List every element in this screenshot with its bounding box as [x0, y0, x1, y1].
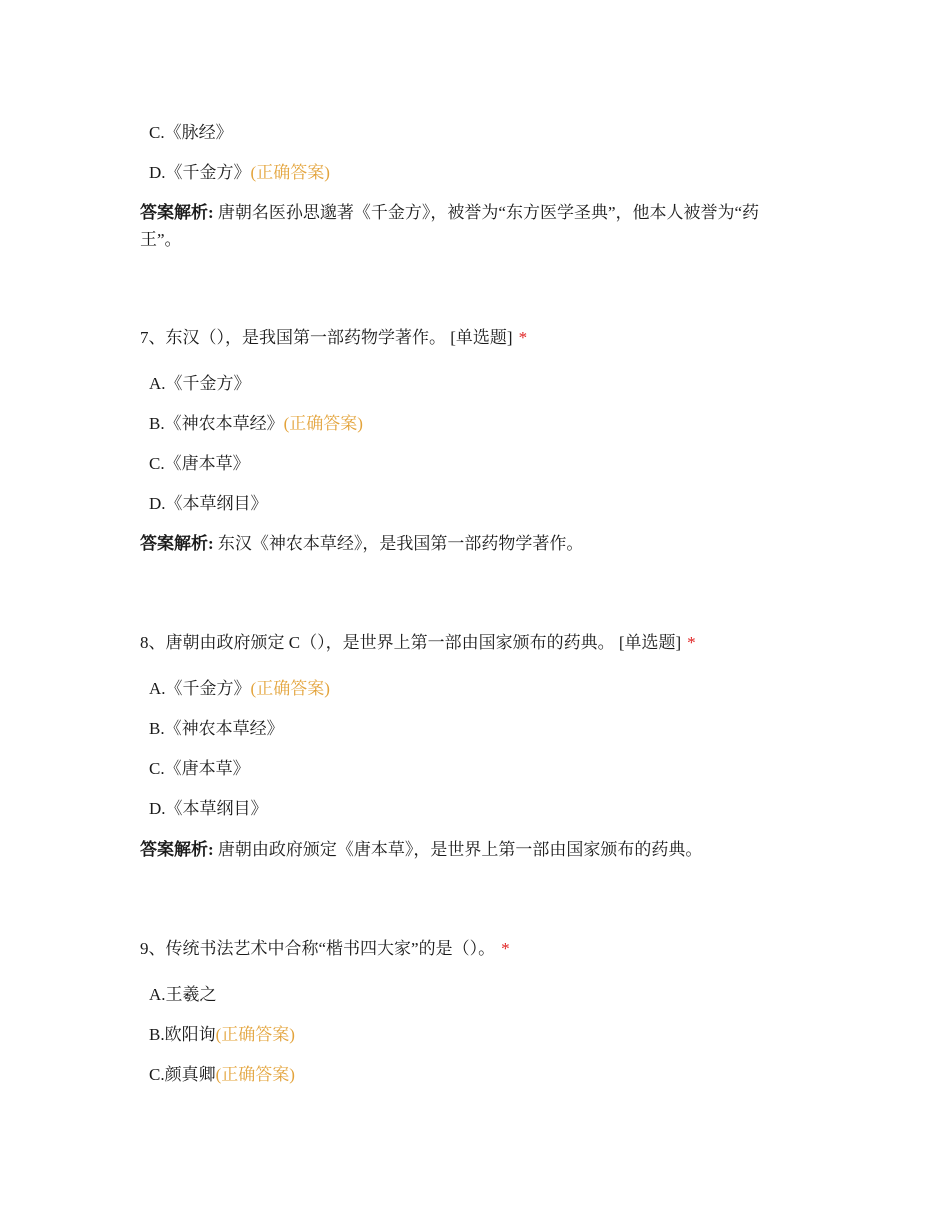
explanation-label: 答案解析: — [140, 203, 214, 222]
option-text: A.《千金方》 — [149, 374, 251, 393]
correct-answer-tag: (正确答案) — [250, 163, 330, 182]
option-text: B.欧阳询 — [149, 1025, 216, 1044]
explanation-label: 答案解析: — [140, 840, 214, 859]
explanation-text: 东汉《神农本草经》，是我国第一部药物学著作。 — [213, 534, 584, 553]
option-text: C.《唐本草》 — [149, 454, 250, 473]
q8-option-a — [149, 678, 330, 700]
q7-option-d — [149, 493, 268, 515]
q9-option-b — [149, 1024, 295, 1046]
required-marker: * — [518, 328, 528, 347]
option-text: A.王羲之 — [149, 985, 217, 1004]
q7-option-b — [149, 413, 363, 435]
correct-answer-tag: (正确答案) — [283, 414, 363, 433]
question-text: 9、传统书法艺术中合称“楷书四大家”的是（）。 — [140, 939, 496, 958]
option-text: C.《唐本草》 — [149, 759, 250, 778]
option-text: B.《神农本草经》 — [149, 414, 284, 433]
q6-option-c — [149, 122, 233, 144]
q7-option-c — [149, 453, 250, 475]
question-text: 7、东汉（），是我国第一部药物学著作。 [单选题] — [140, 328, 513, 347]
q7-explanation — [140, 530, 800, 557]
q6-explanation — [140, 199, 800, 253]
option-text: D.《千金方》 — [149, 163, 251, 182]
option-text: C.《脉经》 — [149, 123, 233, 142]
q8-explanation — [140, 836, 800, 863]
required-marker: * — [687, 633, 696, 652]
q7-stem — [140, 327, 527, 349]
correct-answer-tag: (正确答案) — [250, 679, 330, 698]
option-text: C.颜真卿 — [149, 1065, 216, 1084]
explanation-label: 答案解析: — [140, 534, 214, 553]
correct-answer-tag: (正确答案) — [215, 1025, 295, 1044]
q6-option-d — [149, 162, 330, 184]
explanation-text: 唐朝名医孙思邈著《千金方》，被誉为“东方医学圣典”，他本人被誉为“药王”。 — [140, 203, 760, 249]
option-text: A.《千金方》 — [149, 679, 251, 698]
q9-option-c — [149, 1064, 295, 1086]
option-text: D.《本草纲目》 — [149, 799, 268, 818]
option-text: B.《神农本草经》 — [149, 719, 284, 738]
option-text: D.《本草纲目》 — [149, 494, 268, 513]
q8-option-c — [149, 758, 250, 780]
required-marker: * — [501, 939, 510, 958]
q9-stem — [140, 938, 510, 960]
q8-stem — [140, 632, 696, 654]
explanation-text: 唐朝由政府颁定《唐本草》，是世界上第一部由国家颁布的药典。 — [213, 840, 703, 859]
correct-answer-tag: (正确答案) — [215, 1065, 295, 1084]
question-text: 8、唐朝由政府颁定 C（），是世界上第一部由国家颁布的药典。 [单选题] — [140, 633, 682, 652]
q8-option-b — [149, 718, 284, 740]
q7-option-a — [149, 373, 251, 395]
q9-option-a — [149, 984, 217, 1006]
q8-option-d — [149, 798, 268, 820]
